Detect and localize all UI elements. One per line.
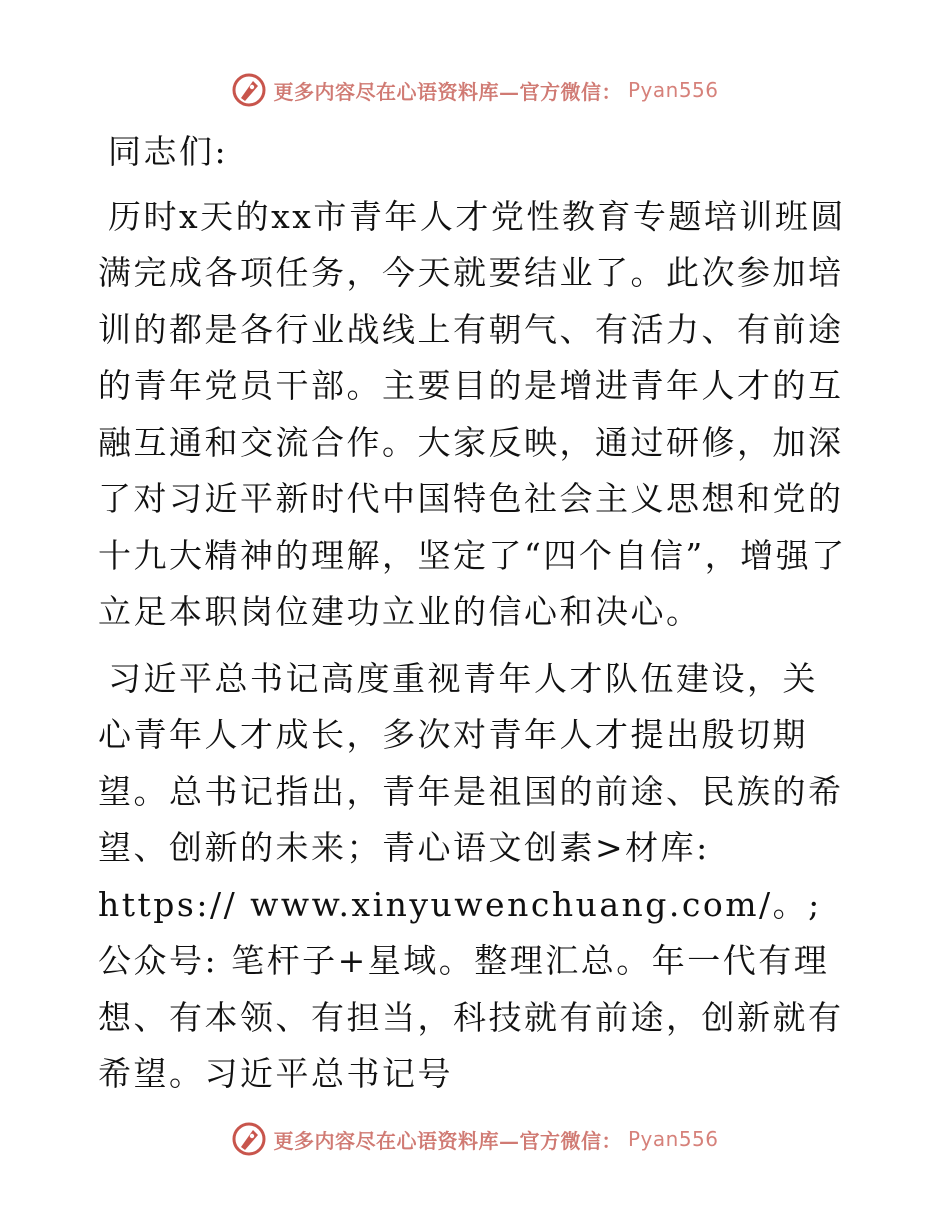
watermark-handle: Pyan556	[627, 1127, 719, 1151]
watermark-banner-top	[0, 68, 950, 112]
pen-nib-logo-icon	[231, 1121, 267, 1157]
watermark-text: 更多内容尽在心语资料库—官方微信：	[273, 79, 622, 104]
pen-nib-logo-icon	[231, 72, 267, 108]
paragraph-1: 历时x天的xx市青年人才党性教育专题培训班圆满完成各项任务，今天就要结业了。此次参加培训的都是各行业战线上有朝气、有活力、有前途的青年党员干部。主要目的是增进青年人才的互融互通和交流合作。大家反映，通过研修，加深了对习近平新时代中国特色社会主义思想和党的十九大精神的理解，坚定了“四个自信”，增强了立足本职岗位建功立业的信心和决心。	[98, 196, 847, 631]
paragraph-2: 习近平总书记高度重视青年人才队伍建设，关心青年人才成长，多次对青年人才提出殷切期望。总书记指出，青年是祖国的前途、民族的希望、创新的未来；青心语文创素>材库: https:// www.xinyuwenchuang.com/。;公众号: 笔杆子+星域。整理汇总。年一代有理想、有本领、有担当，科技就有前途，创新就有希望。习近平总书记号	[98, 658, 844, 1093]
greeting: 同志们:	[108, 132, 229, 171]
watermark-handle: Pyan556	[627, 78, 719, 102]
watermark-banner-bottom	[0, 1117, 950, 1161]
document-body	[98, 124, 850, 1113]
watermark-text: 更多内容尽在心语资料库—官方微信：	[273, 1128, 622, 1153]
